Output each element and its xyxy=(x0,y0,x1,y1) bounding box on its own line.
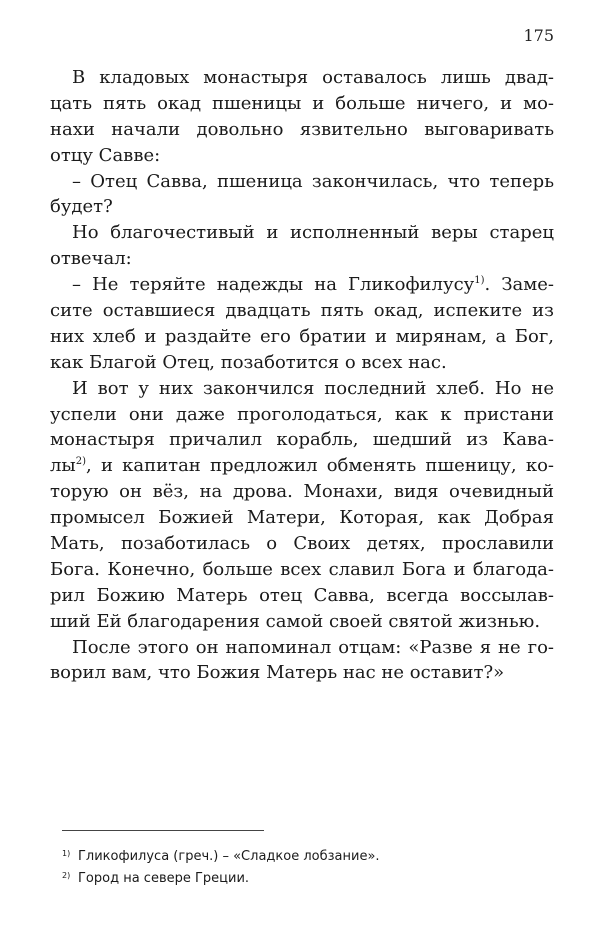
line-segment: , и капитан предложил обменять пшеницу, ко- xyxy=(86,455,554,477)
text-line xyxy=(50,453,554,479)
line-text: ворил вам, что Божия Матерь нас не оставит?» xyxy=(50,662,505,684)
line-text: как Благой Отец, позаботится о всех нас. xyxy=(50,351,447,373)
line-text: сите оставшиеся двадцать пять окад, испеките из xyxy=(50,300,554,322)
page-number: 175 xyxy=(523,26,554,45)
text-line xyxy=(50,169,554,195)
footnotes xyxy=(62,843,380,887)
footnote-reference: 2) xyxy=(75,456,87,468)
text-line xyxy=(50,194,554,220)
text-line xyxy=(50,609,554,635)
line-text: И вот у них закончился последний хлеб. Но не xyxy=(72,377,554,399)
text-line xyxy=(50,376,554,402)
line-text: монастыря причалил корабль, шедший из Кава- xyxy=(50,429,554,451)
line-text: Но благочестивый и исполненный веры старец xyxy=(72,222,554,244)
line-text: – Отец Савва, пшеница закончилась, что теперь xyxy=(72,170,554,192)
text-line xyxy=(50,402,554,428)
line-text xyxy=(72,272,554,298)
text-line xyxy=(50,324,554,350)
footnote-reference: 1) xyxy=(474,275,485,287)
text-line xyxy=(50,143,554,169)
footnote-text: Город на севере Греции. xyxy=(78,871,250,886)
text-line xyxy=(50,91,554,117)
line-segment: – Не теряйте надежды на Гликофилусу xyxy=(72,274,475,296)
line-text: Бога. Конечно, больше всех славил Бога и благода- xyxy=(50,558,554,580)
text-line xyxy=(50,505,554,531)
line-text: торую он вёз, на дрова. Монахи, видя очевидный xyxy=(50,481,554,503)
text-line xyxy=(50,298,554,324)
text-line xyxy=(50,272,554,298)
text-line xyxy=(50,65,554,91)
line-text: успели они даже проголодаться, как к пристани xyxy=(50,403,554,425)
text-line xyxy=(50,246,554,272)
line-text: цать пять окад пшеницы и больше ничего, и мо- xyxy=(50,92,554,114)
line-text: будет? xyxy=(50,196,113,218)
line-text: нахи начали довольно язвительно выговаривать xyxy=(50,118,554,140)
text-line xyxy=(50,479,554,505)
line-text: ший Ей благодарения самой своей святой жизнью. xyxy=(50,610,541,632)
text-line xyxy=(50,427,554,453)
line-text: После этого он напоминал отцам: «Разве я не го- xyxy=(72,636,554,658)
text-line xyxy=(50,635,554,661)
text-line xyxy=(50,117,554,143)
text-line xyxy=(50,660,554,686)
text-line xyxy=(50,531,554,557)
text-line xyxy=(50,557,554,583)
line-text xyxy=(50,453,554,479)
footnote-divider xyxy=(62,830,264,831)
footnote-1 xyxy=(62,843,380,865)
line-segment: лы xyxy=(50,455,76,477)
line-text: них хлеб и раздайте его братии и мирянам, а Бог, xyxy=(50,325,554,347)
text-line xyxy=(50,220,554,246)
footnote-text: Гликофилуса (греч.) – «Сладкое лобзание». xyxy=(78,849,380,864)
body-text xyxy=(50,65,554,686)
line-text: отцу Савве: xyxy=(50,144,161,166)
text-line xyxy=(50,350,554,376)
footnote-mark: 2) xyxy=(62,871,71,880)
line-text: рил Божию Матерь отец Савва, всегда воссылав- xyxy=(50,584,554,606)
line-text: промысел Божией Матери, Которая, как Добрая xyxy=(50,507,554,529)
line-text: отвечал: xyxy=(50,248,132,270)
footnote-2 xyxy=(62,865,380,887)
line-text: В кладовых монастыря оставалось лишь двад- xyxy=(72,67,554,88)
line-segment: . Заме- xyxy=(484,274,555,296)
line-text: Мать, позаботилась о Своих детях, прославили xyxy=(50,533,554,555)
text-line xyxy=(50,583,554,609)
footnote-mark: 1) xyxy=(62,849,71,858)
